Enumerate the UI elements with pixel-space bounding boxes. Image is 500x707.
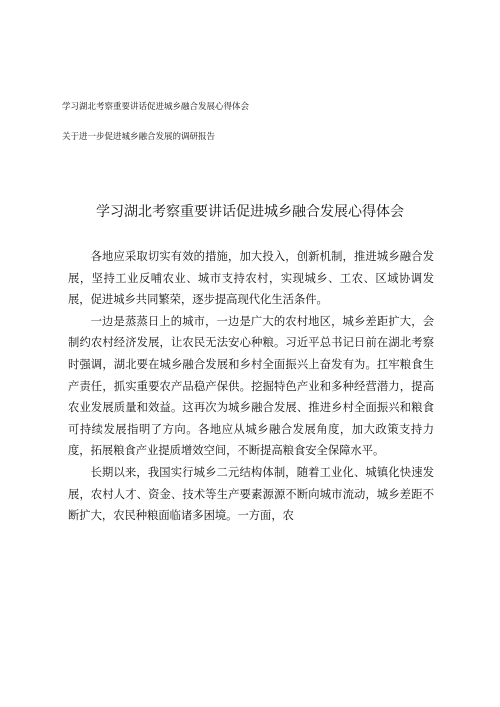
paragraph-1: 各地应采取切实有效的措施，加大投入，创新机制，推进城乡融合发展，坚持工业反哺农业、城市支持农村，实现城乡、工农、区域协调发展，促进城乡共同繁荣，逐步提高现代化生活条件。: [68, 250, 434, 307]
toc-item-1: 学习湖北考察重要讲话促进城乡融合发展心得体会: [62, 102, 250, 112]
article-body: [68, 246, 434, 527]
paragraph-2: 一边是蒸蒸日上的城市，一边是广大的农村地区，城乡差距扩大，会制约农村经济发展，让农民无法安心种粮。习近平总书记日前在湖北考察时强调，湖北要在城乡融合发展和乡村全面振兴上奋发有为。扛牢粮食生产责任，抓实重要农产品稳产保供。挖掘特色产业和多种经营潜力，提高农业发展质量和效益。这再次为城乡融合发展、推进乡村全面振兴和粮食可持续发展指明了方向。各地应从城乡融合发展角度，加大政策支持力度，拓展粮食产业提质增效空间，不断提高粮食安全保障水平。: [68, 314, 434, 458]
toc-item-2: 关于进一步促进城乡融合发展的调研报告: [62, 132, 216, 142]
article-title: 学习湖北考察重要讲话促进城乡融合发展心得体会: [96, 204, 404, 220]
paragraph-3: 长期以来，我国实行城乡二元结构体制，随着工业化、城镇化快速发展，农村人才、资金、技术等生产要素源源不断向城市流动，城乡差距不断扩大，农民种粮面临诸多困境。一方面，农: [68, 465, 434, 523]
table-of-contents: [62, 101, 442, 144]
